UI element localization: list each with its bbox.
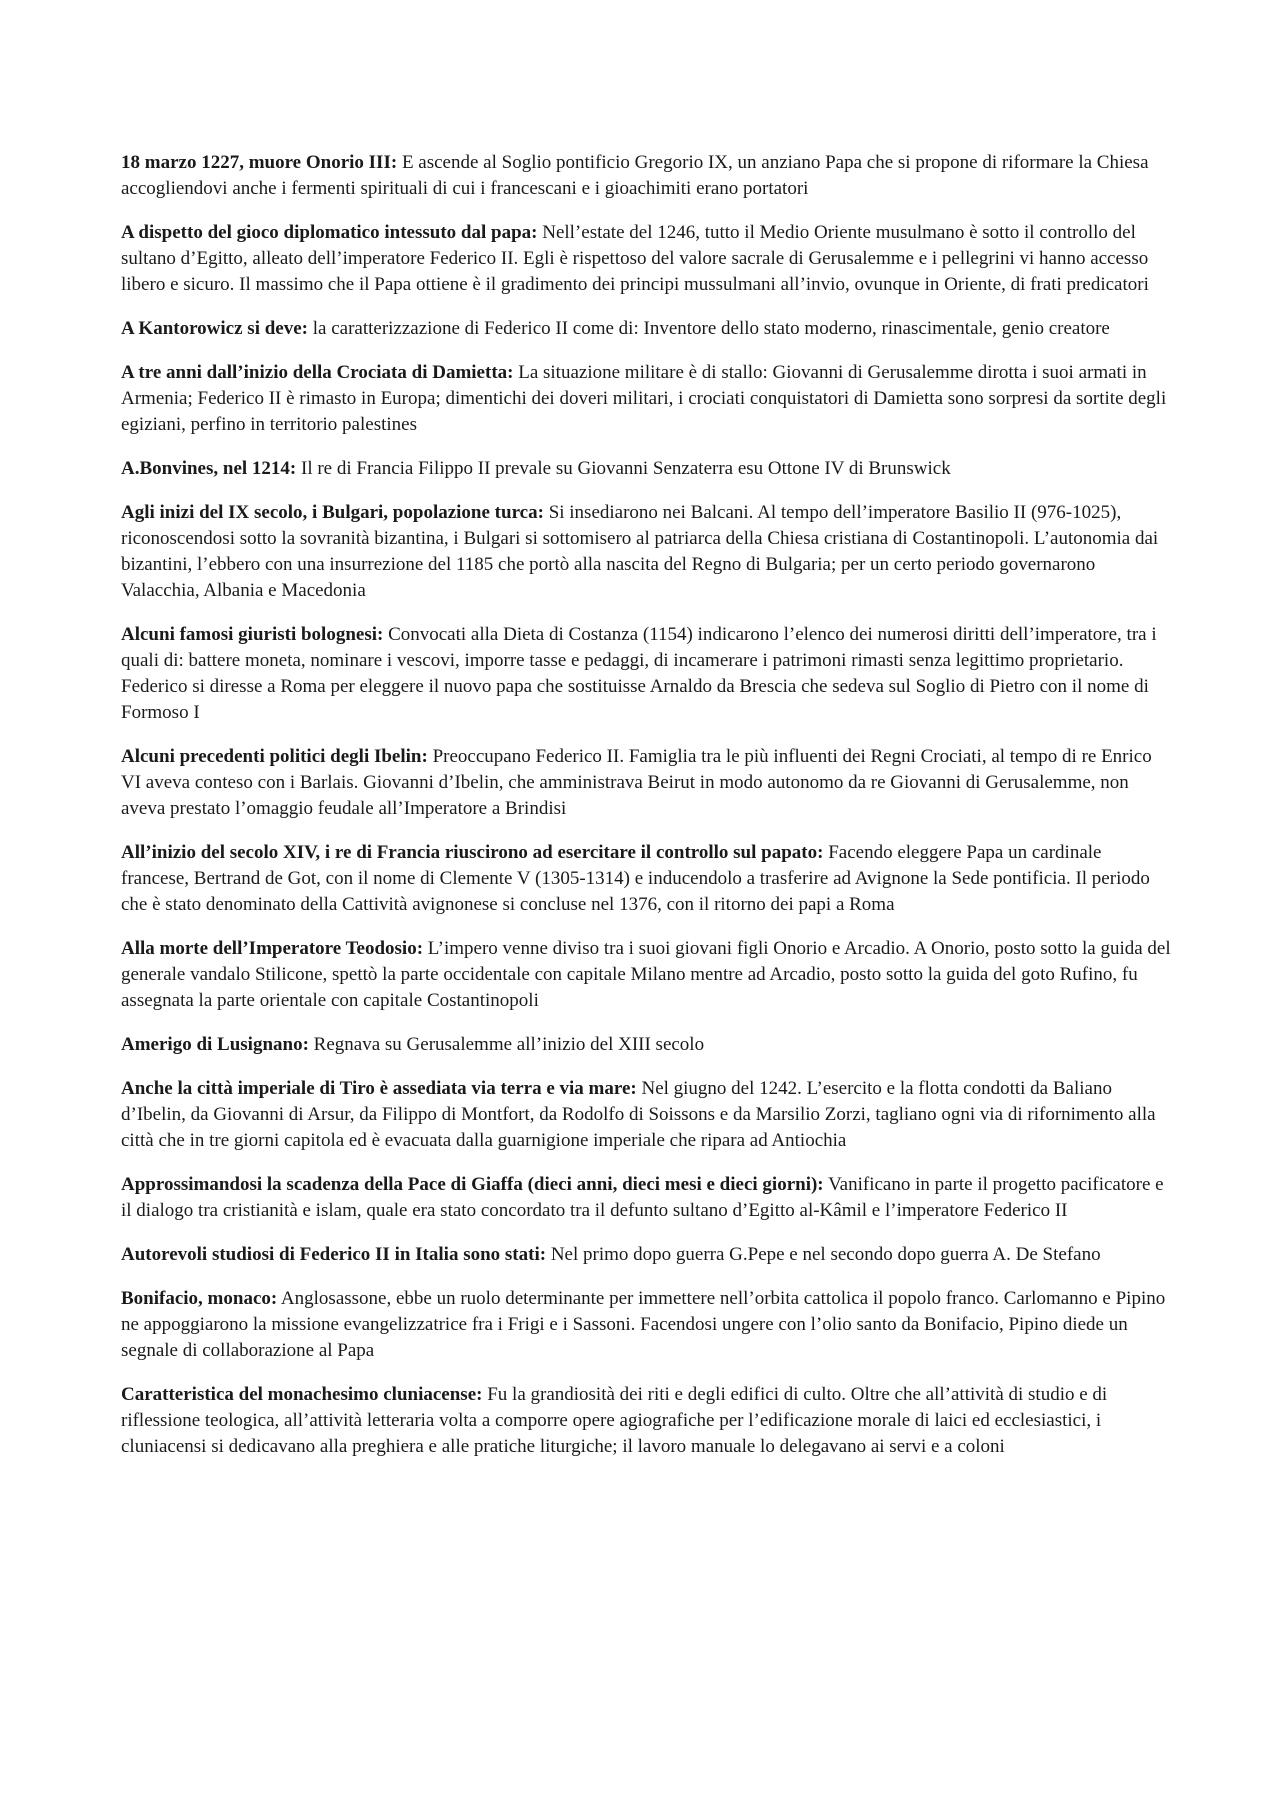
entry-term: Agli inizi del IX secolo, i Bulgari, popolazione turca: <box>121 502 544 523</box>
entry-text: E ascende al Soglio pontificio Gregorio IX, un anziano Papa che si propone di riformare la Chiesa accogliendovi anche i fermenti spirituali di cui i francescani e i gioachimiti erano portatori <box>121 152 1149 199</box>
entry <box>121 150 1171 202</box>
entry <box>121 1172 1171 1224</box>
entry-text: Convocati alla Dieta di Costanza (1154) indicarono l’elenco dei numerosi diritti dell’imperatore, tra i quali di: battere moneta, nominare i vescovi, imporre tasse e pedaggi, di incamerare i patrimoni rimasti senza legittimo proprietario. Federico si diresse a Roma per eleggere il nuovo papa che sostituisse Arnaldo da Brescia che sedeva sul Soglio di Pietro con il nome di Formoso I <box>121 624 1157 723</box>
entry-term: Amerigo di Lusignano: <box>121 1034 309 1055</box>
entry-text: Nel primo dopo guerra G.Pepe e nel secondo dopo guerra A. De Stefano <box>550 1244 1101 1265</box>
entry-text: Preoccupano Federico II. Famiglia tra le più influenti dei Regni Crociati, al tempo di re Enrico VI aveva conteso con i Barlais. Giovanni d’Ibelin, che amministrava Beirut in modo autonomo da re Giovanni di Gerusalemme, non aveva prestato l’omaggio feudale all’Imperatore a Brindisi <box>121 746 1152 819</box>
entry-text: Nel giugno del 1242. L’esercito e la flotta condotti da Baliano d’Ibelin, da Giovanni di Arsur, da Filippo di Montfort, da Rodolfo di Soissons e da Marsilio Zorzi, tagliano ogni via di rifornimento alla città che in tre giorni capitola ed è evacuata dalla guarnigione imperiale che ripara ad Antiochia <box>121 1078 1156 1151</box>
entry <box>121 316 1171 342</box>
entry-text: Vanificano in parte il progetto pacificatore e il dialogo tra cristianità e islam, quale era stato concordato tra il defunto sultano d’Egitto al-Kâmil e l’imperatore Federico II <box>121 1174 1164 1221</box>
entry-text: La situazione militare è di stallo: Giovanni di Gerusalemme dirotta i suoi armati in Armenia; Federico II è rimasto in Europa; dimentichi dei doveri militari, i crociati conquistatori di Damietta sono sorpresi da sortite degli egiziani, perfino in territorio palestines <box>121 362 1167 435</box>
entry-term: Approssimandosi la scadenza della Pace di Giaffa (dieci anni, dieci mesi e dieci giorni): <box>121 1174 824 1195</box>
entry-term: A dispetto del gioco diplomatico intessuto dal papa: <box>121 222 538 243</box>
entry-term: Alcuni precedenti politici degli Ibelin: <box>121 746 428 767</box>
entry-text: Il re di Francia Filippo II prevale su Giovanni Senzaterra esu Ottone IV di Brunswick <box>301 458 951 479</box>
entry-text: Regnava su Gerusalemme all’inizio del XIII secolo <box>313 1034 705 1055</box>
entry-term: 18 marzo 1227, muore Onorio III: <box>121 152 398 173</box>
entry-term: All’inizio del secolo XIV, i re di Francia riuscirono ad esercitare il controllo sul papato: <box>121 842 824 863</box>
entry-term: A Kantorowicz si deve: <box>121 318 308 339</box>
entry <box>121 840 1171 918</box>
entry <box>121 1032 1171 1058</box>
entry-text: Fu la grandiosità dei riti e degli edifici di culto. Oltre che all’attività di studio e di riflessione teologica, all’attività letteraria volta a comporre opere agiografiche per l’edificazione morale di laici ed ecclesiastici, i cluniacensi si dedicavano alla preghiera e alle pratiche liturgiche; il lavoro manuale lo delegavano ai servi e a coloni <box>121 1384 1108 1457</box>
entry-text: Anglosassone, ebbe un ruolo determinante per immettere nell’orbita cattolica il popolo franco. Carlomanno e Pipino ne appoggiarono la missione evangelizzatrice fra i Frigi e i Sassoni. Facendosi ungere con l’olio santo da Bonifacio, Pipino diede un segnale di collaborazione al Papa <box>121 1288 1166 1361</box>
entry-text: Si insediarono nei Balcani. Al tempo dell’imperatore Basilio II (976-1025), riconoscendosi sotto la sovranità bizantina, i Bulgari si sottomisero al patriarca della Chiesa cristiana di Costantinopoli. L’autonomia dai bizantini, l’ebbero con una insurrezione del 1185 che portò alla nascita del Regno di Bulgaria; per un certo periodo governarono Valacchia, Albania e Macedonia <box>121 502 1159 601</box>
entry <box>121 220 1171 298</box>
entry-term: A.Bonvines, nel 1214: <box>121 458 297 479</box>
entry-term: Caratteristica del monachesimo cluniacense: <box>121 1384 483 1405</box>
entry-term: Autorevoli studiosi di Federico II in Italia sono stati: <box>121 1244 547 1265</box>
entry <box>121 360 1171 438</box>
entry-term: Alcuni famosi giuristi bolognesi: <box>121 624 384 645</box>
entry <box>121 1242 1171 1268</box>
entry-term: Bonifacio, monaco: <box>121 1288 278 1309</box>
entry-text: Nell’estate del 1246, tutto il Medio Oriente musulmano è sotto il controllo del sultano d’Egitto, alleato dell’imperatore Federico II. Egli è rispettoso del valore sacrale di Gerusalemme e i pellegrini vi hanno accesso libero e sicuro. Il massimo che il Papa ottiene è il gradimento dei principi mussulmani all’invio, ovunque in Oriente, di frati predicatori <box>121 222 1149 295</box>
entry <box>121 1286 1171 1364</box>
entry <box>121 622 1171 726</box>
entry <box>121 936 1171 1014</box>
entry <box>121 1076 1171 1154</box>
entry <box>121 456 1171 482</box>
entry <box>121 744 1171 822</box>
entry-term: Anche la città imperiale di Tiro è assediata via terra e via mare: <box>121 1078 637 1099</box>
document-page <box>121 150 1171 1478</box>
entry-text: L’impero venne diviso tra i suoi giovani figli Onorio e Arcadio. A Onorio, posto sotto la guida del generale vandalo Stilicone, spettò la parte occidentale con capitale Milano mentre ad Arcadio, posto sotto la guida del goto Rufino, fu assegnata la parte orientale con capitale Costantinopoli <box>121 938 1171 1011</box>
entry-term: Alla morte dell’Imperatore Teodosio: <box>121 938 424 959</box>
entry <box>121 1382 1171 1460</box>
entry-text: la caratterizzazione di Federico II come di: Inventore dello stato moderno, rinascimentale, genio creatore <box>312 318 1110 339</box>
entry <box>121 500 1171 604</box>
entry-term: A tre anni dall’inizio della Crociata di Damietta: <box>121 362 514 383</box>
entry-text: Facendo eleggere Papa un cardinale francese, Bertrand de Got, con il nome di Clemente V (1305-1314) e inducendolo a trasferire ad Avignone la Sede pontificia. Il periodo che è stato denominato della Cattività avignonese si concluse nel 1376, con il ritorno dei papi a Roma <box>121 842 1150 915</box>
